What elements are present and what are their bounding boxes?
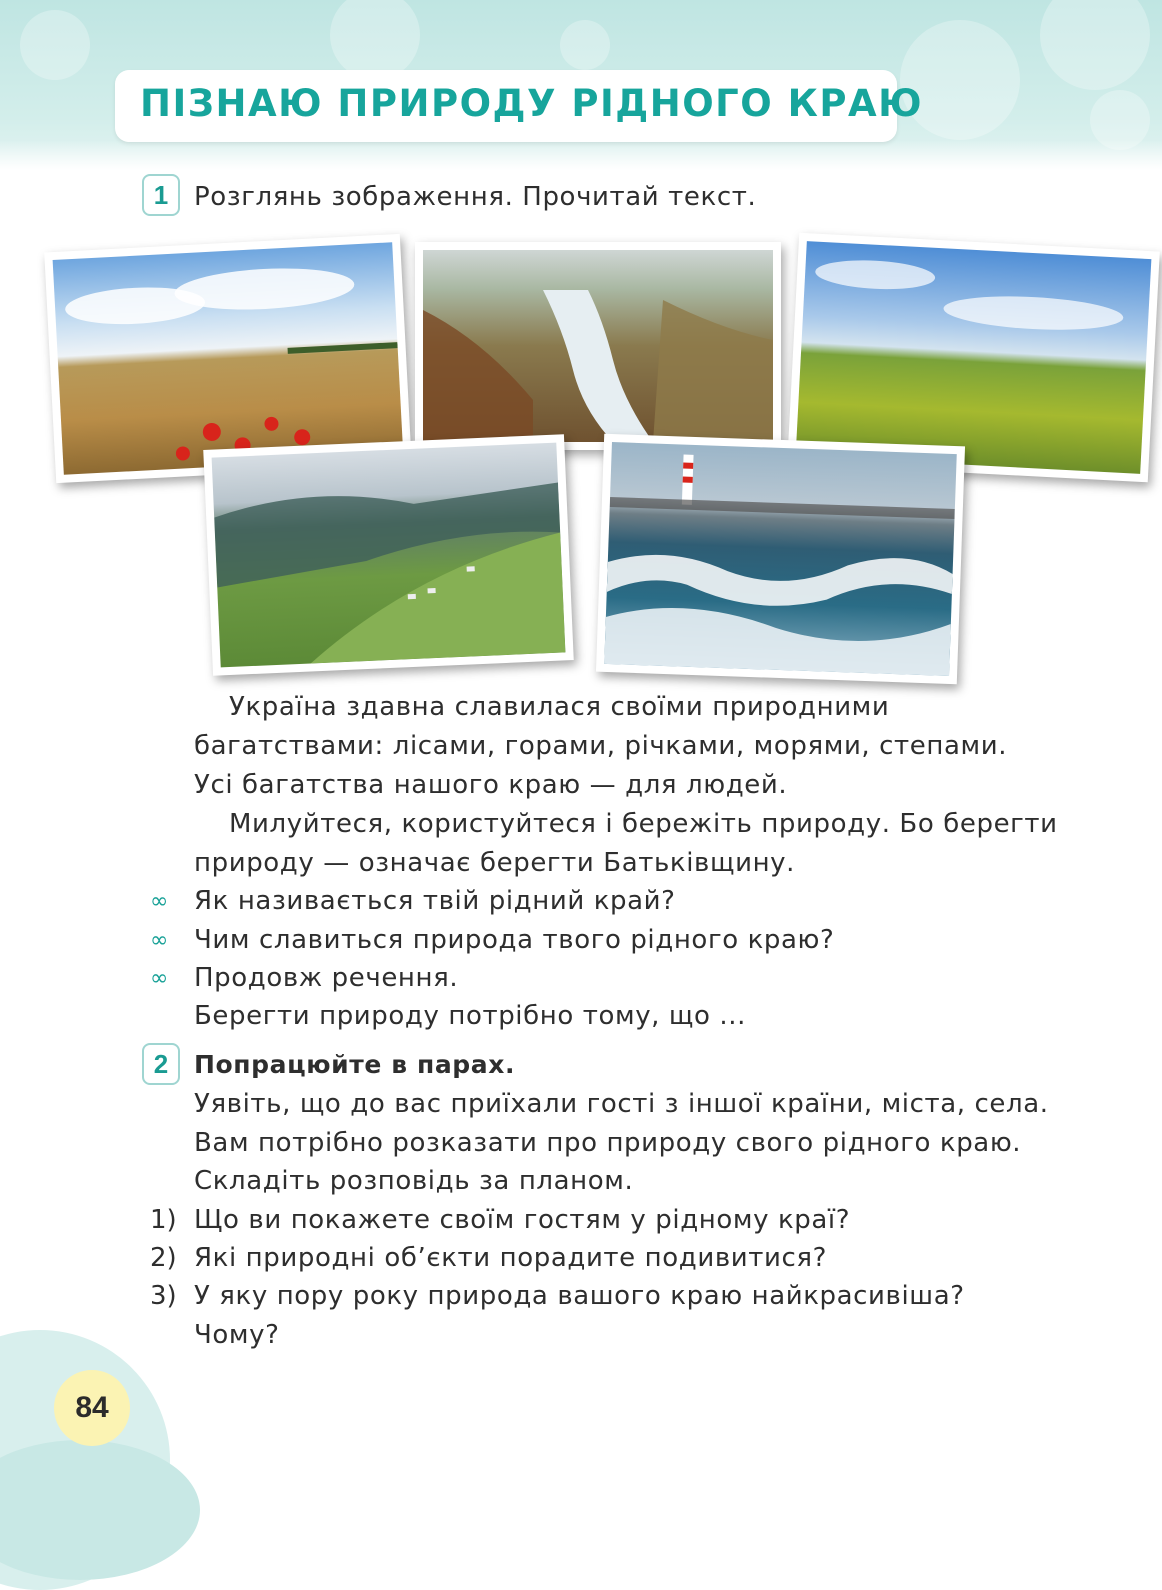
paragraph-line-4: Милуйтеся, користуйтеся і бережіть природу. Бо берегти	[229, 809, 1058, 839]
task-2-line-3: Складіть розповідь за планом.	[194, 1166, 634, 1196]
question-2: Чим славиться природа твого рідного краю?	[194, 925, 835, 955]
corner-decoration	[0, 1440, 200, 1580]
plan-number-1: 1)	[150, 1205, 177, 1235]
paragraph-line-2: багатствами: лісами, горами, річками, морями, степами.	[194, 731, 1008, 761]
task-1-instruction: Розглянь зображення. Прочитай текст.	[194, 182, 757, 212]
plan-item-2: Які природні об’єкти порадите подивитися?	[194, 1243, 828, 1273]
task-2-heading: Попрацюйте в парах.	[194, 1050, 516, 1079]
photo-river-valley	[415, 242, 781, 450]
page-number: 84	[75, 1391, 109, 1424]
task-number-2: 2	[153, 1048, 169, 1079]
photo-mountain-meadow	[203, 434, 574, 676]
plan-number-3: 3)	[150, 1281, 177, 1311]
task-2-line-1: Уявіть, що до вас приїхали гості з іншої країни, міста, села.	[194, 1089, 1049, 1119]
task-number-1: 1	[153, 179, 169, 210]
task-number-badge-2	[142, 1043, 180, 1085]
infinity-bullet-icon: ∞	[150, 889, 169, 914]
task-2-line-2: Вам потрібно розказати про природу свого рідного краю.	[194, 1128, 1022, 1158]
plan-item-3-continuation: Чому?	[194, 1320, 280, 1350]
question-1: Як називається твій рідний край?	[194, 886, 676, 916]
question-3: Продовж речення.	[194, 963, 459, 993]
page-number-badge	[54, 1370, 130, 1446]
paragraph-line-1: Україна здавна славилася своїми природними	[229, 692, 890, 722]
question-continuation: Берегти природу потрібно тому, що ...	[194, 1001, 746, 1031]
infinity-bullet-icon: ∞	[150, 966, 169, 991]
page-title: ПІЗНАЮ ПРИРОДУ РІДНОГО КРАЮ	[140, 82, 924, 125]
paragraph-line-5: природу — означає берегти Батьківщину.	[194, 848, 796, 878]
paragraph-line-3: Усі багатства нашого краю — для людей.	[194, 770, 788, 800]
task-number-badge-1	[142, 174, 180, 216]
photo-sea-waves	[596, 434, 965, 684]
infinity-bullet-icon: ∞	[150, 928, 169, 953]
plan-item-1: Що ви покажете своїм гостям у рідному краї?	[194, 1205, 851, 1235]
plan-item-3: У яку пору року природа вашого краю найкрасивіша?	[194, 1281, 965, 1311]
plan-number-2: 2)	[150, 1243, 177, 1273]
